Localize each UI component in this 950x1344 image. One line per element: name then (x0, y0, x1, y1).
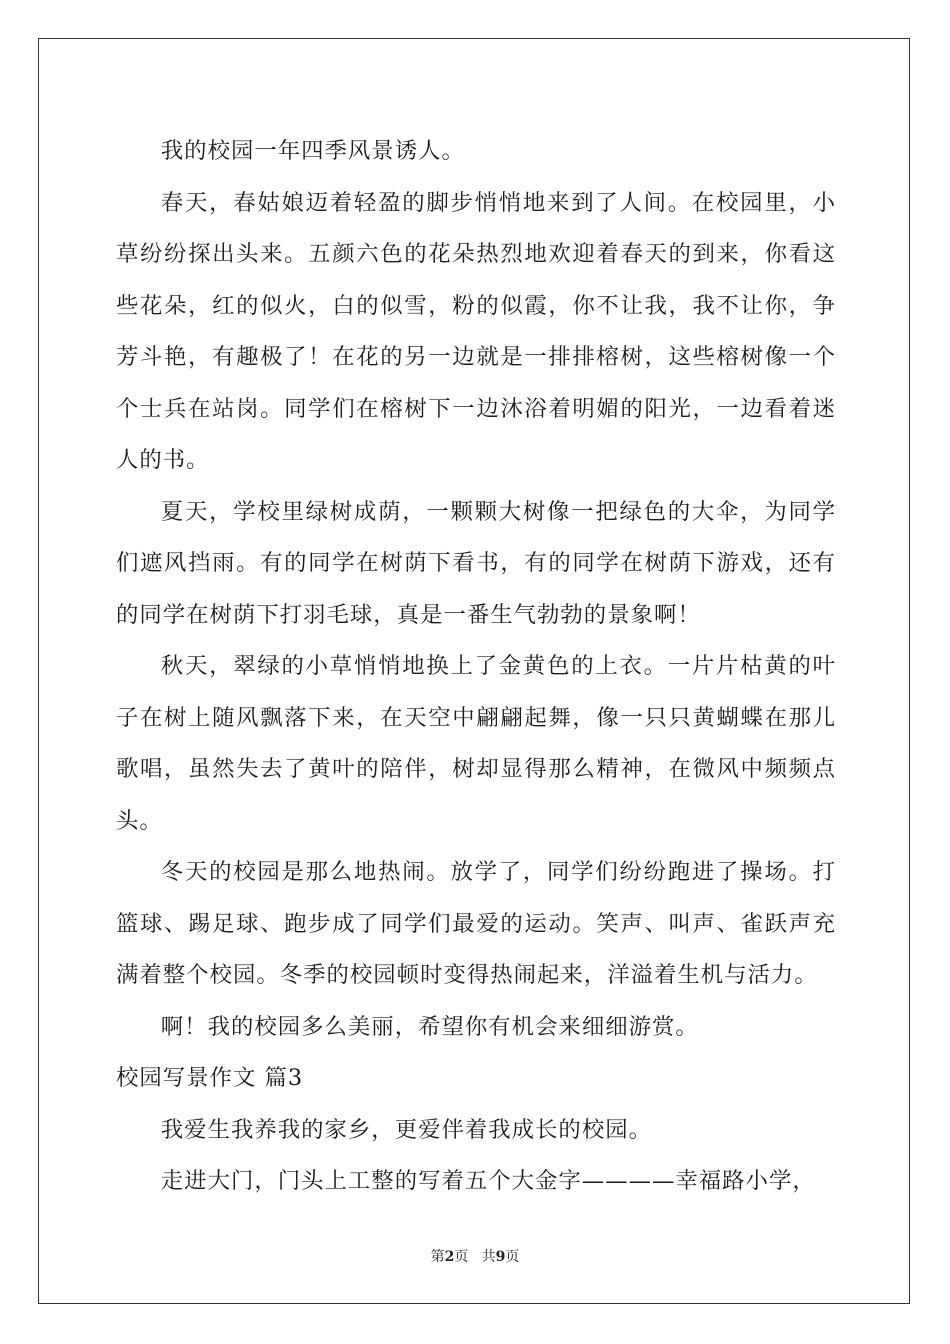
page-footer (0, 1246, 950, 1266)
footer-page-number: 2 (444, 1249, 455, 1265)
footer-total-prefix: 共 (481, 1249, 496, 1265)
paragraph-conclusion: 啊！我的校园多么美丽，希望你有机会来细细游赏。 (160, 1013, 699, 1040)
section-heading: 校园写景作文 篇3 (116, 1065, 304, 1091)
footer-total-suffix: 页 (505, 1249, 520, 1265)
paragraph-essay3-gate: 走进大门，门头上工整的写着五个大金字————幸福路小学， (160, 1168, 816, 1194)
paragraph-summer: 夏天，学校里绿树成荫，一颗颗大树像一把绿色的大伞，为同学们遮风挡雨。有的同学在树荫下看书，有的同学在树荫下游戏，还有的同学在树荫下打羽毛球，真是一番生气勃勃的景象啊！ (116, 498, 836, 628)
footer-total-number: 9 (495, 1249, 506, 1265)
paragraph-spring: 春天，春姑娘迈着轻盈的脚步悄悄地来到了人间。在校园里，小草纷纷探出头来。五颜六色的花朵热烈地欢迎着春天的到来，你看这些花朵，红的似火，白的似雪，粉的似霞，你不让我，我不让你，争芳斗艳，有趣极了！在花的另一边就是一排排榕树，这些榕树像一个个士兵在站岗。同学们在榕树下一边沐浴着明媚的阳光，一边看着迷人的书。 (116, 189, 836, 473)
paragraph-autumn: 秋天，翠绿的小草悄悄地换上了金黄色的上衣。一片片枯黄的叶子在树上随风飘落下来，在天空中翩翩起舞，像一只只黄蝴蝶在那儿歌唱，虽然失去了黄叶的陪伴，树却显得那么精神，在微风中频频点头。 (116, 653, 836, 834)
footer-page-prefix: 第 (430, 1249, 445, 1265)
footer-page-suffix: 页 (454, 1249, 469, 1265)
paragraph-winter: 冬天的校园是那么地热闹。放学了，同学们纷纷跑进了操场。打篮球、踢足球、跑步成了同学们最爱的运动。笑声、叫声、雀跃声充满着整个校园。冬季的校园顿时变得热闹起来，洋溢着生机与活力。 (116, 859, 836, 988)
document-body (116, 126, 836, 1208)
paragraph-intro: 我的校园一年四季风景诱人。 (160, 138, 465, 164)
paragraph-essay3-intro: 我爱生我养我的家乡，更爱伴着我成长的校园。 (160, 1116, 652, 1143)
